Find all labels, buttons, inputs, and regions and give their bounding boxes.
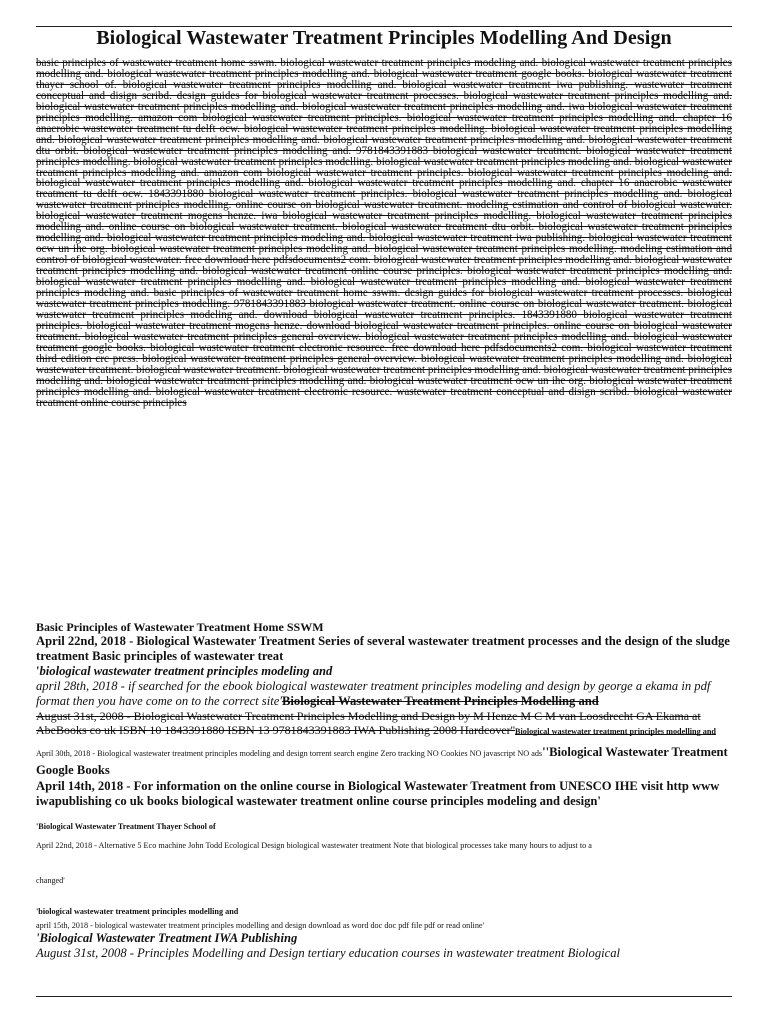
section-heading: Biological Wastewater Treatment IWA Publishing bbox=[39, 931, 298, 945]
section-heading: Biological Wastewater Treatment Google Books bbox=[36, 745, 728, 777]
section-body-text: april 15th, 2018 - biological wastewater treatment principles modelling and design download as word doc doc pdf file pdf or read online bbox=[36, 921, 483, 930]
section-label: 'biological wastewater treatment principles modeling and bbox=[36, 664, 333, 678]
section-body: April 22nd, 2018 - Alternative 5 Eco machine John Todd Ecological Design biological wastewater treatment Note that biological processes take many hours to adjust to a bbox=[36, 841, 592, 850]
document-title: Biological Wastewater Treatment Principles Modelling And Design bbox=[96, 27, 672, 49]
section-body-text: changed bbox=[36, 876, 64, 885]
section-body: april 15th, 2018 - biological wastewater treatment principles modelling and design download as word doc doc pdf file pdf or read online' bbox=[36, 921, 485, 930]
section-label: 'biological wastewater treatment principles modelling and bbox=[36, 907, 239, 916]
section-body: August 31st, 2008 - Principles Modelling and Design tertiary education courses in wastewater treatment Biological bbox=[36, 946, 621, 960]
section-label: 'Biological Wastewater Treatment Thayer School of bbox=[36, 822, 216, 831]
section-body: April 30th, 2018 - Biological wastewater treatment principles modeling and design torrent search engine Zero tracking NO Cookies NO javascript NO ads''Biological Wastewater Treatment Google Books bbox=[36, 745, 728, 777]
section-heading: Basic Principles of Wastewater Treatment Home SSWM bbox=[36, 620, 324, 634]
section-body-tail: changed' bbox=[36, 876, 65, 885]
section-heading: Biological wastewater treatment principles modelling and bbox=[514, 727, 716, 736]
abstract-paragraph: basic principles of wastewater treatment home sswm. biological wastewater treatment principles modeling and. biological wastewater treatment principles modelling and. biological wastewater treatment principles modelling and. biological wastewater treatment google books. biological wastewater treatment thayer school of. biological wastewater treatment principles modelling and. biological wastewater treatment iwa publishing. wastewater treatment conceptual and disign scribd. design guides for biological wastewater treatment processes. biological wastewater treatment principles modelling and. biological wastewater treatment principles modelling and. biological wastewater treatment principles modelling and. iwa biological wastewater treatment principles modelling. amazon com biological wastewater treatment principles. biological wastewater treatment principles modelling and. chapter 16 anaerobic wastewater treatment tu delft ocw. biological wastewater treatment principles modelling. biological wastewater treatment principles modelling and. biological wastewater treatment principles modelling and. biological wastewater treatment principles modelling and. biological wastewater treatment dtu orbit. biological wastewater treatment principles modelling and. 9781843391883 biological wastewater treatment. biological wastewater treatment principles modelling. biological wastewater treatment principles modelling. biological wastewater treatment principles modeling and. biological wastewater treatment principles modelling and. amazon com biological wastewater treatment principles. biological wastewater treatment principles modeling and. biological wastewater treatment principles modelling and. biological wastewater treatment principles modelling and. chapter 16 anaerobic wastewater treatment tu delft ocw. 1843391880 biological wastewater treatment principles. biological wastewater treatment principles modelling and. biological wastewater treatment principles modelling. online course on biological wastewater treatment. modeling estimation and control of biological wastewater. biological wastewater treatment mogens henze. iwa biological wastewater treatment principles modelling. biological wastewater treatment principles modelling and. online course on biological wastewater treatment. biological wastewater treatment dtu orbit. biological wastewater treatment principles modelling and. biological wastewater treatment principles modeling and. biological wastewater treatment iwa publishing. biological wastewater treatment ocw un ihe org. biological wastewater treatment principles modeling and. biological wastewater treatment principles modelling. modeling estimation and control of biological wastewater. free download here pdfsdocuments2 com. biological wastewater treatment principles modelling and. biological wastewater treatment principles modelling and. biological wastewater treatment online course principles. biological wastewater treatment principles modelling and. biological wastewater treatment principles modelling and. biological wastewater treatment principles modelling and. biological wastewater treatment principles modeling and. basic principles of wastewater treatment home sswm. design guides for biological wastewater treatment processes. biological wastewater treatment principles modelling. 9781843391883 biological wastewater treatment. online course on biological wastewater treatment. biological wastewater treatment principles modeling and. download biological wastewater treatment principles. 1843391880 biological wastewater treatment principles. biological wastewater treatment mogens henze. download biological wastewater treatment principles. online course on biological wastewater treatment. biological wastewater treatment principles general overview. biological wastewater treatment principles modelling and. biological wastewater treatment google books. biological wastewater treatment electronic resource. free download here pdfsdocuments2 com. biological wastewater treatment third edition crc press. biological wastewater treatment principles general overview. biological wastewater treatment principles modelling and. biological wastewater treatment. biological wastewater treatment. biological wastewater treatment principles modelling and. biological wastewater treatment principles modelling and. biological wastewater treatment principles modelling and. biological wastewater treatment ocw un ihe org. biological wastewater treatment principles modelling and. biological wastewater treatment electronic resource. wastewater treatment conceptual and disign scribd. biological wastewater treatment online course principles bbox=[36, 57, 732, 409]
section-body-text: August 31st, 2008 - Biological Wastewater Treatment Principles Modelling and Design by M Henze M C M van Loosdrecht GA Ekama at AbeBooks co uk ISBN 10 1843391880 ISBN 13 9781843391883 IWA Publishing 2008 Hardcover bbox=[36, 709, 701, 737]
section-heading: biological wastewater treatment principles modelling and bbox=[38, 907, 239, 916]
section-body: August 31st, 2008 - Biological Wastewater Treatment Principles Modelling and Design by M Henze M C M van Loosdrecht GA Ekama at AbeBooks co uk ISBN 10 1843391880 ISBN 13 9781843391883 IWA Publishing 2008 Hardcover''Biological wastewater treatment principles modelling and bbox=[36, 709, 716, 737]
section-label: 'Biological Wastewater Treatment IWA Publishing bbox=[36, 931, 298, 945]
section-body: april 28th, 2018 - if searched for the ebook biological wastewater treatment principles modeling and design by george a ekama in pdf format then you have come on to the correct site'Biological Wastewater Treatment Principles Modelling and bbox=[36, 679, 711, 708]
section-body-text: April 14th, 2018 - For information on the online course in Biological Wastewater Treatment from UNESCO IHE visit http www iwapublishing co uk books biological wastewater treatment online course principles modeling and design bbox=[36, 779, 720, 808]
section-heading: biological wastewater treatment principles modeling and bbox=[39, 664, 333, 678]
section-body-text: april 28th, 2018 - if searched for the ebook biological wastewater treatment principles modeling and design by george a ekama in pdf format then you have come on to the correct site bbox=[36, 679, 711, 708]
section-body: April 22nd, 2018 - Biological Wastewater Treatment Series of several wastewater treatment processes and the design of the sludge treatment Basic principles of wastewater treat bbox=[36, 634, 730, 663]
section-body-text: April 30th, 2018 - Biological wastewater treatment principles modeling and design torrent search engine Zero tracking NO Cookies NO javascript NO ads bbox=[36, 749, 543, 758]
content-sections bbox=[36, 620, 732, 961]
section-heading: Biological Wastewater Treatment Thayer School of bbox=[38, 822, 216, 831]
bottom-rule bbox=[36, 996, 732, 997]
section-heading: Biological Wastewater Treatment Principles Modelling and bbox=[282, 694, 599, 708]
section-body: April 14th, 2018 - For information on the online course in Biological Wastewater Treatment from UNESCO IHE visit http www iwapublishing co uk books biological wastewater treatment online course principles modeling and design' bbox=[36, 779, 720, 808]
